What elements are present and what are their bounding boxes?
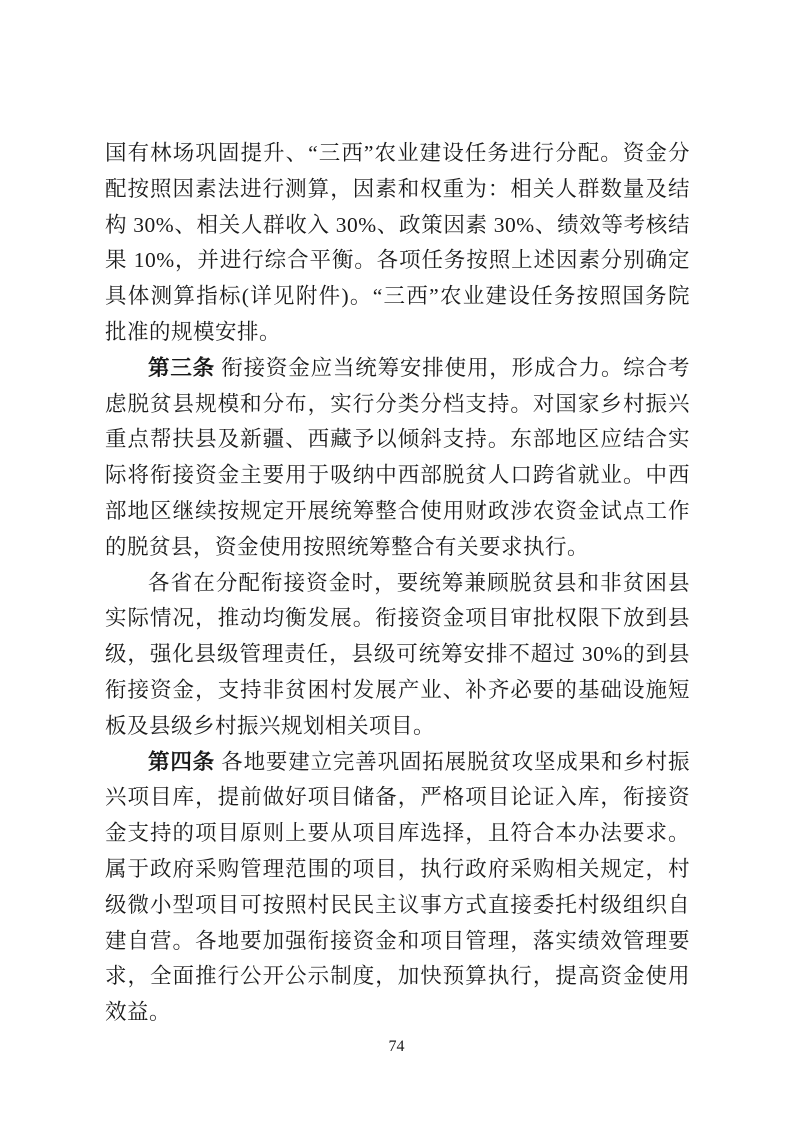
page-footer — [0, 1038, 793, 1056]
article-3-heading: 第三条 — [148, 355, 216, 380]
paragraph-text: 国有林场巩固提升、“三西”农业建设任务进行分配。资金分配按照因素法进行测算，因素和权重为：相关人群数量及结构 30%、相关人群收入 30%、政策因素 30%、绩效等考核结果 10%，并进行综合平衡。各项任务按照上述因素分别确定具体测算指标(详见附件)。“三西”农业建设任务按照国务院批准的规模安排。 — [105, 141, 690, 344]
paragraph-continuation — [105, 136, 690, 351]
paragraph-article-4 — [105, 745, 690, 1031]
paragraph-provincial-allocation — [105, 566, 690, 745]
article-4-heading: 第四条 — [148, 749, 216, 774]
page-number: 74 — [388, 1038, 405, 1055]
paragraph-text: 各省在分配衔接资金时，要统筹兼顾脱贫县和非贫困县实际情况，推动均衡发展。衔接资金项目审批权限下放到县级，强化县级管理责任，县级可统筹安排不超过 30%的到县衔接资金，支持非贫困村发展产业、补齐必要的基础设施短板及县级乡村振兴规划相关项目。 — [105, 570, 690, 738]
paragraph-article-3 — [105, 351, 690, 566]
paragraph-text: 各地要建立完善巩固拓展脱贫攻坚成果和乡村振兴项目库，提前做好项目储备，严格项目论证入库，衔接资金支持的项目原则上要从项目库选择，且符合本办法要求。属于政府采购管理范围的项目，执行政府采购相关规定，村级微小型项目可按照村民民主议事方式直接委托村级组织自建自营。各地要加强衔接资金和项目管理，落实绩效管理要求，全面推行公开公示制度，加快预算执行，提高资金使用效益。 — [105, 749, 690, 1025]
paragraph-text: 衔接资金应当统筹安排使用，形成合力。综合考虑脱贫县规模和分布，实行分类分档支持。对国家乡村振兴重点帮扶县及新疆、西藏予以倾斜支持。东部地区应结合实际将衔接资金主要用于吸纳中西部脱贫人口跨省就业。中西部地区继续按规定开展统筹整合使用财政涉农资金试点工作的脱贫县，资金使用按照统筹整合有关要求执行。 — [105, 355, 690, 559]
document-body — [105, 136, 690, 1031]
